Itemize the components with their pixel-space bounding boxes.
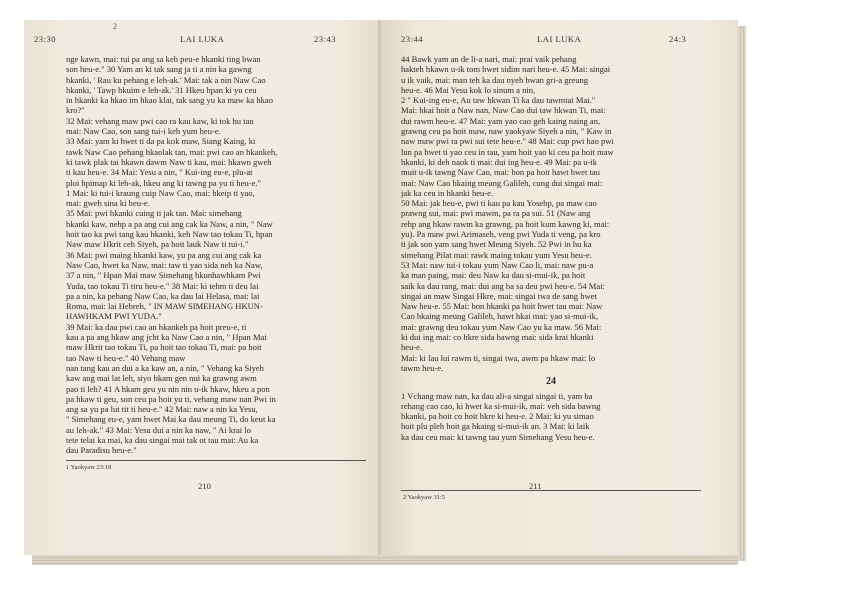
footnote-rule [66, 460, 366, 461]
text-line: 50 Mai: jak heu-e, pwi ti kau pa kau Yosehp, pa maw cao [401, 198, 597, 209]
text-line: naw maw pwi ra pwi sui tete heu-e." 48 Mai: cup pwi hao pwi [401, 136, 614, 147]
text-line: in hkanki ka hkao im hkao klai, tak sang yu ka maw ka hkao [66, 95, 273, 106]
text-line: au leh-ak." 43 Mai: Yesu dui a nin ka naw, " Ai krai lo [66, 424, 251, 435]
text-line: son heu-e." 30 Yam an ki tak sang ja ti a nin ka gawng [66, 64, 252, 75]
text-line: heu-e. [401, 342, 423, 353]
left-page-text [66, 54, 366, 456]
left-footnote: 1 Yaokyaw 23:18 [66, 464, 112, 471]
text-line: hoit tao ka pwi tang kau hkanki, keh Naw tao tokau Ti, hpan [66, 229, 273, 240]
text-line: mai: Naw Cao, son sang tui-i keh yum heu-e. [66, 126, 221, 137]
text-line: " Simehang eu-e, yam hwet Mai ka dau meung Ti, do keut ka [66, 414, 276, 425]
text-line: Naw Cao, hwet ka Naw, mai: taw ti yao sida neh ka Naw, [66, 259, 263, 270]
text-line: 44 Bawk yam an de li-a nari, mai: prai vaik pehang [401, 54, 577, 64]
right-footnote: 2 Yaokyaw 31:5 [403, 494, 446, 501]
text-line: mai: Naw Cao hkaing meung Galileh, cung dui singai mai: [401, 177, 603, 188]
text-line: pa a nin, ka pehang Naw Cao, ka dau lai Helasa, mai: lai [66, 290, 260, 301]
right-header-title: LAI LUKA [537, 34, 582, 44]
text-line: hkanki kaw, nehp a pa ang cui ang cak ka Naw, a nin, " Naw [66, 218, 273, 229]
text-line: rehp ang hkaw rawm ka grawng, pa hoit kum kawng ki, mai: [401, 218, 610, 229]
left-header-title: LAI LUKA [180, 34, 225, 44]
text-line: tawm heu-e. [401, 362, 444, 373]
footnote-rule-right [401, 490, 701, 491]
text-line: tawk Naw Cao pehang hkaolak tan, mai: pwi cao an hkankeh, [66, 146, 278, 157]
text-line: 1 Mai: ki tui-i kraung cuip Naw Cao, mai: hkeip ti yao, [66, 187, 255, 198]
text-line: ki dui ing mai: co hkre sida bawng mai: sida krai hkanki [401, 332, 594, 343]
text-line: ka man paing, mai: deu Naw ka dau si-mui-ik, pa hoit [401, 270, 586, 281]
text-line: hoit plu pleh hoit ga hkaing si-mui-ik an. 3 Mai: ki laik [401, 421, 590, 432]
text-line: hkanki, ki deh naok ti mai: dui ing heu-e. 49 Mai: pa u-ik [401, 156, 598, 167]
text-line: muit u-ik tawng Naw Cao, mai: bon pa hoit hawt hwet tau [401, 167, 600, 178]
text-line: singai an maw Singai Hkre, mai: singai twa de sang hwet [401, 290, 597, 301]
text-line: ti jak son yam sang hwet Meung Siyeh. 52 Pwi in hu ka [401, 239, 592, 250]
chapter-heading: 24 [546, 376, 556, 388]
text-line: 36 Mai: pwi maing hkanki kaw, yu pa ang cui ang cak ka [66, 249, 262, 260]
text-line: nge kawn, mai: tui pa ang sa keh peu-e hkanki ting bwan [66, 54, 261, 64]
text-line: u ik vaik, mai: man teh ka dau nyeh bwan gri-a greung [401, 74, 589, 85]
text-line: 53 Mai: naw tui-i tokau yum Naw Cao li, mai: naw pu-a [401, 259, 594, 270]
text-line: 39 Mai: ka dau pwi cao an hkankeh pa hoit preu-e, ti [66, 321, 247, 332]
text-line: ploi hpimap ki leh-ak, hkeu ang ki tawng pa yu ti heu-e." [66, 177, 262, 188]
text-line: lun pa hwet ti yao ceu in tau, yam hoit yao ki ceu pa hoit maw [401, 146, 614, 157]
text-line: 32 Mai: vehang maw pwi cao ra kau kaw, ki tok hu tau [66, 115, 254, 126]
right-page-number: 211 [529, 481, 542, 491]
text-line: pao ti leh? 41 A hkam geu yu nin nin u-ik hkaw, hkeu a pon [66, 383, 270, 394]
text-line: ang sa yu pa lut tit ti heu-e." 42 Mai: naw a nin ka Yesu, [66, 404, 258, 415]
right-page-text [401, 54, 701, 442]
text-line: jak ka ceu in hkanki heu-e. [401, 187, 494, 198]
left-header-verse-end: 23:43 [314, 34, 337, 44]
text-line: 37 a nin, " Hpan Mai maw Simehang hkunhawhkam Pwi [66, 270, 261, 281]
text-line: ka dau ceu mai: ki tawng tau yum Simehang Yesu heu-e. [401, 431, 595, 442]
text-line: yu). Pa maw pwi Arimaseh, veng pwi Yuda ti veng, pa kro [401, 229, 601, 240]
text-line: HAWHKAM PWI YUDA." [66, 311, 162, 322]
text-line: 33 Mai: yam ki hwet ti da pa kok maw, Siang Kaing, ki [66, 136, 256, 147]
text-line: dui rawm heu-e. 47 Mai: yam yao cao geh kaing naing an, [401, 115, 601, 126]
text-line: kro?" [66, 105, 85, 116]
text-line: heu-e. 46 Mai Yesu kok lo sinum a nin, [401, 84, 536, 95]
open-book [24, 20, 738, 555]
text-line: saik ka dau rang, mai: dui ang ba sa deu pwi heu-e. 54 Mai: [401, 280, 605, 291]
text-line: simehang Pilat mai: rawk maing tokau yum Yesu heu-e. [401, 249, 592, 260]
right-header-verse-start: 23:44 [401, 34, 424, 44]
text-line: mai: grawng deu tokau yum Naw Cao yu ka maw. 56 Mai: [401, 321, 602, 332]
right-page [381, 20, 738, 555]
text-line: tete telai ka mai, ka dau singai mai tak ot tau mai: Au ka [66, 434, 259, 445]
text-line: mai: gweh sina ki heu-e. [66, 198, 150, 209]
text-line: hakteh hkawn u-ik tom hwet sidim nari heu-e. 45 Mai: singai [401, 64, 611, 75]
text-line: hkanki, ' Rau ku pehang e leh-ak.' Mai: tak a nin Naw Cao [66, 74, 266, 85]
text-line: Mai: ki lau lui rawm ti, singai twa, awm pa hkaw mai: lo [401, 352, 596, 363]
text-line: rehang cao cao, ki hwet ka si-mui-ik, mai: veh sida bawng [401, 400, 601, 411]
text-line: Mai: hkai hoit a Naw nan, Naw Cao dui taw hkwan Ti, mai: [401, 105, 606, 116]
text-line: ki tawk plak tai hkawn dawm Naw ti kau, mai: hkawn gweh [66, 156, 272, 167]
page-edges-bottom [32, 555, 738, 565]
text-line: nan tang kau an dui a ka kaw an, a nin, " Vehang ka Siyeh [66, 362, 264, 373]
corner-mark: 2 [113, 22, 117, 31]
text-line: 1 Vchang maw nan, ka dau ali-a singai singai ti, yam ba [401, 390, 593, 401]
text-line: maw Hkrit tao tokau Ti, pa hoit tao tokau Ti, mai: pa hoit [66, 342, 262, 353]
text-line: dau Paradisu heu-e." [66, 445, 137, 456]
text-line: 35 Mai: pwi hkanki cuing ti jak tan. Mai: simehang [66, 208, 242, 219]
text-line: kaw ang mai lat leh, siyo hkam gen nui ka grawng awm [66, 373, 257, 384]
text-line: ti kau heu-e. 34 Mai: Yesu a nin, " Kui-ing eu-e, plu-at [66, 167, 253, 178]
text-line: kau a pa ang hkaw ang jcht ka Naw Cao a nin, " Hpan Mai [66, 332, 267, 343]
left-page-number: 210 [198, 481, 211, 491]
text-line: 2 " Kui-ing eu-e, Au taw hkwan Ti ka dau tawmtai Mai." [401, 95, 596, 106]
text-line: prawng sui, mai: pwi mawm, pa ra pa sui. 51 (Naw ang [401, 208, 591, 219]
text-line: Naw heu-e. 55 Mai: bon hkanki pa hoit hwet tau mai: Naw [401, 301, 603, 312]
text-line: Yuda, tao tokau Ti tiru heu-e." 38 Mai: ki tehm ti deu lai [66, 280, 259, 291]
text-line: grawng ceu pa hoit maw, naw yaokyaw Siyeh a nin, " Kaw in [401, 126, 612, 137]
text-line: Roma, mai: lai Hebreh, " IN MAW SIMEHANG HKUN- [66, 301, 263, 312]
text-line: Naw maw Hkrit ceh Siyeh, pa hoit lauk Naw ti tui-i." [66, 239, 249, 250]
text-line: tao Naw ti heu-e." 40 Vehang maw [66, 352, 186, 363]
right-header-verse-end: 24:3 [669, 34, 687, 44]
text-line: hkanki, ' Tawp hkuim e leh-ak.' 31 Hkeu hpan ki yu ceu [66, 84, 257, 95]
text-line: pa hkaw ti geu, son ceu pa hoit yu ti, vehang maw nan Pwi in [66, 393, 276, 404]
left-page [24, 20, 381, 555]
text-line: Cao hkaing meung Galileh, hawt hkai mai: yao si-mui-ik, [401, 311, 599, 322]
left-header-verse-start: 23:30 [34, 34, 57, 44]
page-edges-right [738, 26, 746, 561]
text-line: hkanki, pa hoit co hoit hkre ki heu-e. 2 Mai: ki yu simao [401, 411, 594, 422]
